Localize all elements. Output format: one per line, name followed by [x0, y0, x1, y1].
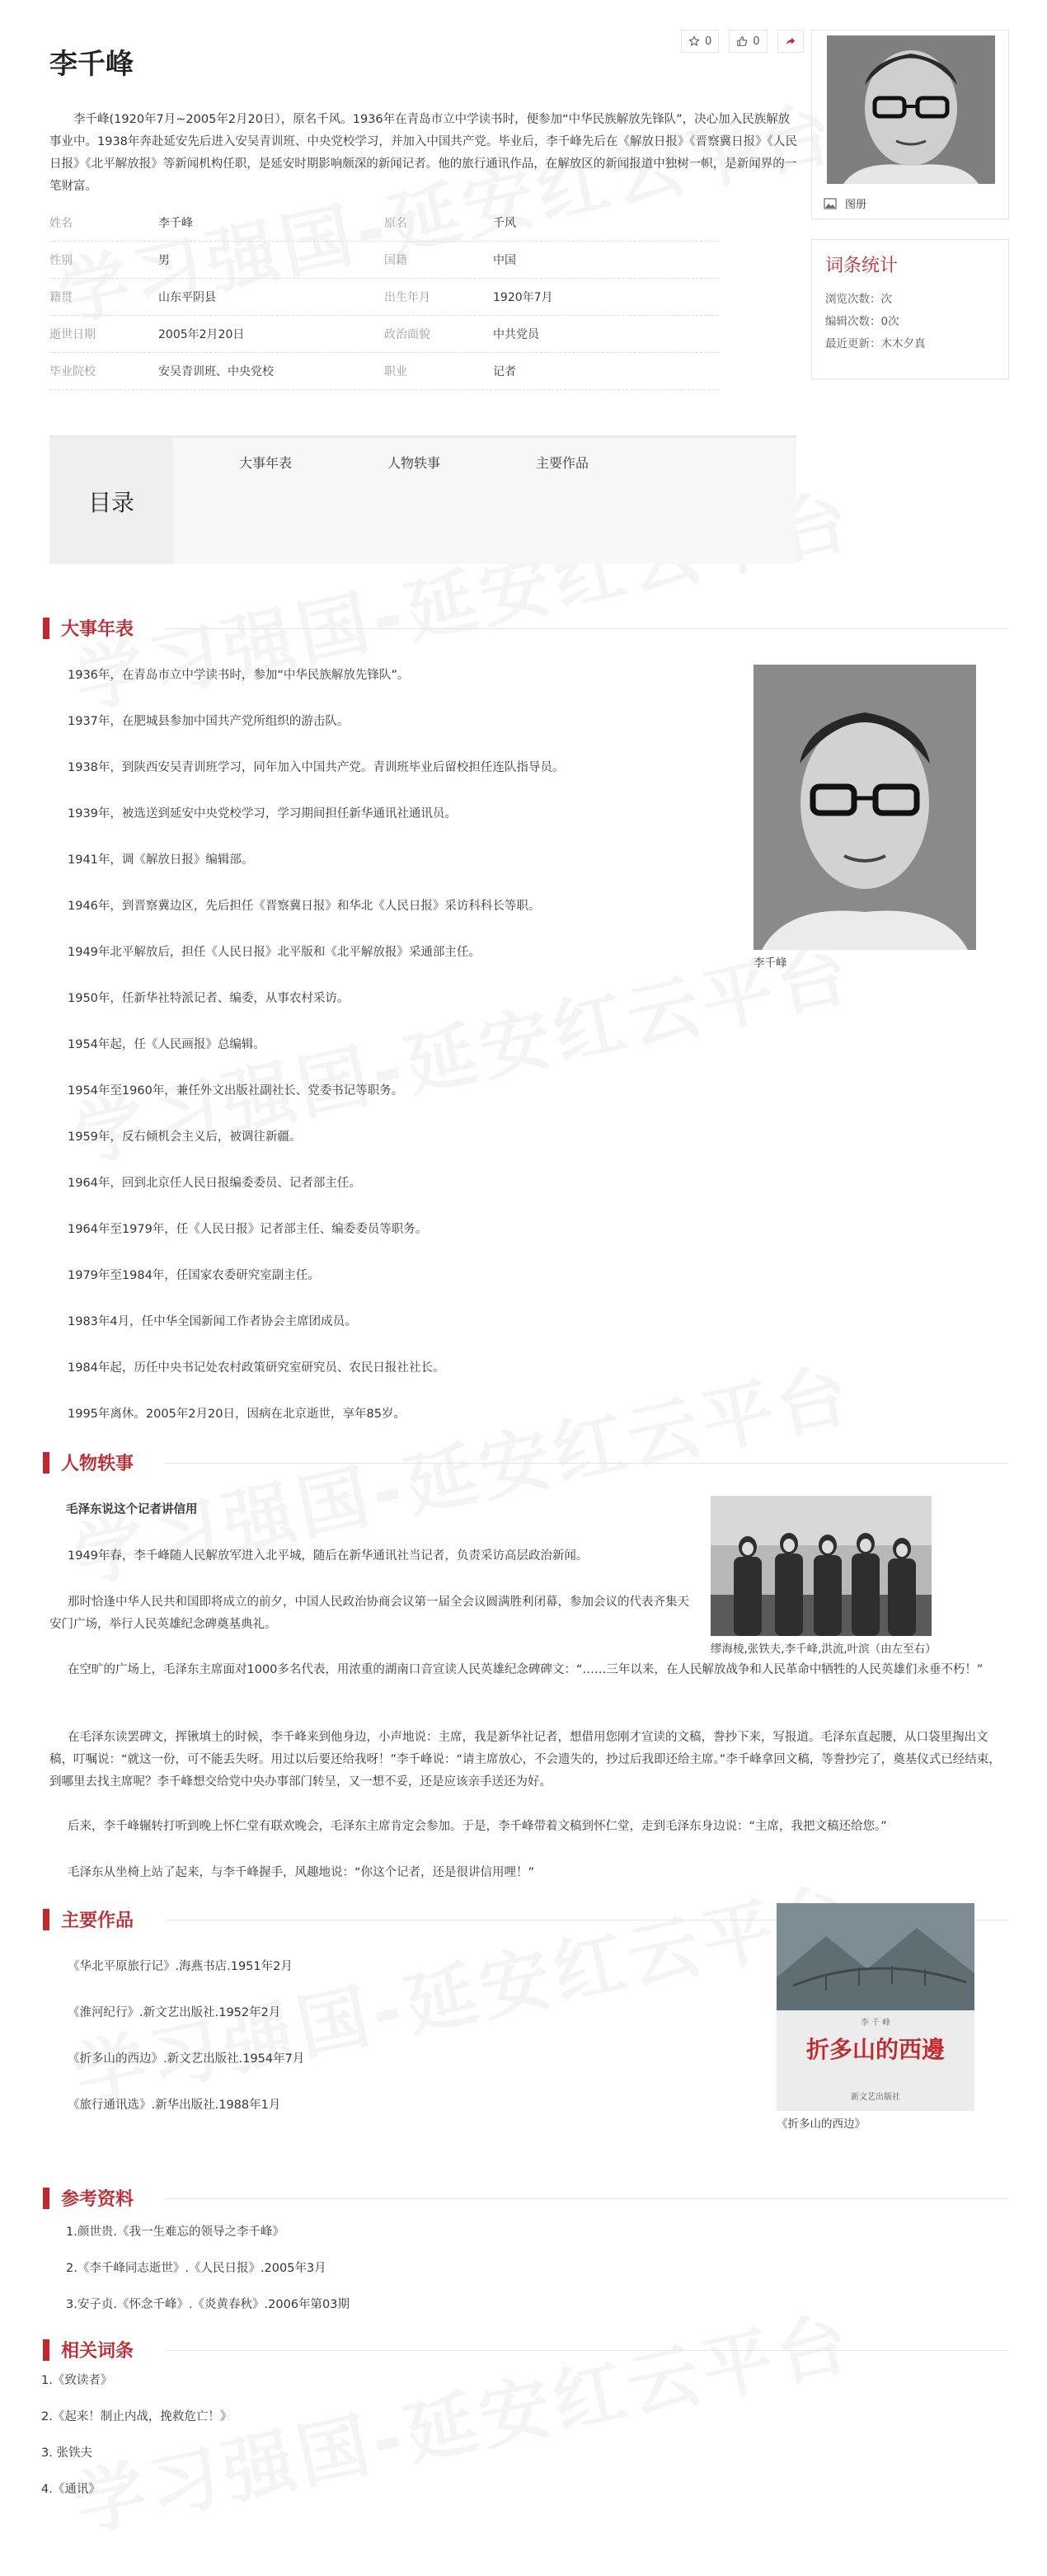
book-cover-art: [777, 1903, 974, 2010]
works-item: 《淮河纪行》.新文艺出版社.1952年2月: [68, 2006, 281, 2019]
related-entry-link[interactable]: 2.《起来！制止内战，挽救危亡！》: [41, 2410, 232, 2423]
stats-title: 词条统计: [825, 256, 899, 276]
section-heading-related: [43, 2337, 134, 2362]
section-bar: [43, 1909, 49, 1930]
toc-item-works[interactable]: 主要作品: [536, 455, 589, 471]
info-value: 1920年7月: [493, 291, 553, 304]
timeline-item: 1937年，在肥城县参加中国共产党所组织的游击队。: [68, 715, 350, 728]
group-photo[interactable]: [711, 1496, 932, 1636]
divider: [165, 628, 1009, 629]
toc-item-anecdotes[interactable]: 人物轶事: [387, 455, 441, 471]
divider: [165, 2198, 1009, 2199]
divider: [165, 1463, 1009, 1464]
anecdote-subtitle: 毛泽东说这个记者讲信用: [66, 1503, 198, 1516]
timeline-item: 1959年，反右倾机会主义后，被调往新疆。: [68, 1131, 302, 1144]
info-value: 记者: [493, 365, 516, 378]
info-row: [49, 242, 719, 279]
info-value: 李千峰: [158, 217, 193, 230]
info-row: [49, 279, 719, 316]
album-label: 图册: [845, 199, 867, 211]
info-key: 国籍: [384, 254, 407, 267]
info-key: 逝世日期: [49, 328, 96, 341]
book-cover-lower: [777, 2010, 974, 2111]
timeline-item: 1979年至1984年，任国家农委研究室副主任。: [68, 1269, 320, 1282]
info-key: 出生年月: [384, 291, 430, 304]
reference-item: 2.《李千峰同志逝世》.《人民日报》.2005年3月: [66, 2262, 326, 2275]
section-bar: [43, 1452, 49, 1474]
thumbs-up-icon: [736, 35, 748, 47]
anecdote-paragraph: 在空旷的广场上，毛泽东主席面对1000多名代表，用浓重的湖南口音宣读人民英雄纪念碑碑文：“……三年以来，在人民解放战争和人民革命中牺牲的人民英雄们永垂不朽！”: [68, 1663, 984, 1676]
photo-caption: 《折多山的西边》: [777, 2118, 866, 2131]
timeline-item: 1983年4月，任中华全国新闻工作者协会主席团成员。: [68, 1315, 357, 1328]
section-heading-references: [43, 2185, 134, 2211]
star-icon: [688, 35, 700, 47]
stat-views: 浏览次数：次: [825, 293, 892, 306]
timeline-item: 1938年，到陕西安吴青训班学习，同年加入中国共产党。青训班毕业后留校担任连队指导员。: [68, 761, 565, 774]
image-icon: [824, 198, 837, 209]
info-key: 性别: [49, 254, 73, 267]
related-entry-link[interactable]: 1.《致读者》: [41, 2374, 113, 2387]
photo-caption: 李千峰: [754, 957, 787, 970]
info-value: 山东平阴县: [158, 291, 216, 304]
info-key: 姓名: [49, 217, 73, 230]
portrait-card: [811, 30, 1009, 219]
anecdote-paragraph: 毛泽东从坐椅上站了起来，与李千峰握手，风趣地说：“你这个记者，还是很讲信用哩！”: [68, 1866, 535, 1879]
timeline-item: 1995年离休。2005年2月20日，因病在北京逝世，享年85岁。: [68, 1408, 406, 1421]
table-of-contents: [49, 435, 796, 564]
like-button[interactable]: [729, 30, 767, 53]
info-value: 男: [158, 254, 170, 267]
favorite-button[interactable]: [681, 30, 719, 53]
book-cover[interactable]: [777, 1903, 974, 2111]
works-item: 《旅行通讯选》.新华出版社.1988年1月: [68, 2099, 281, 2112]
section-heading-works: [43, 1906, 134, 1932]
info-value: 中共党员: [493, 328, 539, 341]
info-key: 籍贯: [49, 291, 73, 304]
watermark: [64, 1856, 861, 2121]
timeline-item: 1954年至1960年，兼任外文出版社副社长、党委书记等职务。: [68, 1084, 404, 1098]
section-title: 主要作品: [61, 1911, 134, 1931]
works-item: 《华北平原旅行记》.海燕书店.1951年2月: [68, 1960, 293, 1973]
section-title: 参考资料: [61, 2189, 134, 2210]
share-icon: [785, 35, 796, 47]
reference-item: 1.颜世贵.《我一生难忘的领导之李千峰》: [66, 2226, 284, 2239]
timeline-item: 1946年，到晋察冀边区，先后担任《晋察冀日报》和华北《人民日报》采访科科长等职。: [68, 900, 541, 913]
anecdote-paragraph: 在毛泽东读罢碑文，挥锹填土的时候，李千峰来到他身边，小声地说：主席，我是新华社记者，想借用您刚才宣读的文稿，誊抄下来，写报道。毛泽东直起腰，从口袋里掏出文稿，叮嘱说：“就这一份，可不能丢失呀。用过以后要还给我呀！”李千峰说：“请主席放心，不会遗失的，抄过后我即还给主席。”李千峰拿回文稿，等誊抄完了，奠基仪式已经结束，到哪里去找主席呢？李千峰想交给党中央办事部门转呈，又一想不妥，还是应该亲手送还为好。: [49, 1731, 1001, 1789]
share-button[interactable]: [777, 30, 804, 53]
section-bar: [43, 618, 49, 639]
timeline-item: 1936年，在青岛市立中学读书时，参加“中华民族解放先锋队”。: [68, 669, 410, 682]
anecdote-paragraph: 1949年春，李千峰随人民解放军进入北平城，随后在新华通讯社当记者，负责采访高层政治新闻。: [68, 1549, 589, 1563]
info-row: [49, 353, 719, 390]
info-value: 2005年2月20日: [158, 328, 245, 341]
portrait-photo[interactable]: [827, 35, 995, 184]
related-entry-link[interactable]: 4.《通讯》: [41, 2483, 101, 2496]
anecdote-paragraph: 那时恰逢中华人民共和国即将成立的前夕，中国人民政治协商会议第一届全会议圆满胜利闭幕，参加会议的代表齐集天安门广场，举行人民英雄纪念碑奠基典礼。: [49, 1596, 689, 1631]
timeline-item: 1964年至1979年，任《人民日报》记者部主任、编委委员等职务。: [68, 1223, 428, 1236]
photo-caption: 缪海棱,张铁夫,李千峰,洪流,叶滨（由左至右）: [711, 1643, 937, 1656]
summary-paragraph: 李千峰(1920年7月~2005年2月20日），原名千风。1936年在青岛市立中学读书时，便参加“中华民族解放先锋队”，决心加入民族解放事业中。1938年奔赴延安先后进入安吴青训班、中央党校学习，并加入中国共产党。毕业后，李千峰先后在《解放日报》《晋察冀日报》《人民日报》《北平解放报》等新闻机构任职，是延安时期影响颇深的新闻记者。他的旅行通讯作品，在解放区的新闻报道中独树一帜，是新闻界的一笔财富。: [49, 113, 797, 193]
book-cover-publisher: 新文艺出版社: [851, 2093, 900, 2102]
section-title: 相关词条: [61, 2341, 134, 2362]
anecdote-paragraph: 后来，李千峰辗转打听到晚上怀仁堂有联欢晚会，毛泽东主席肯定会参加。于是，李千峰带着文稿到怀仁堂，走到毛泽东身边说：“主席，我把文稿还给您。”: [68, 1820, 887, 1833]
stats-card: [811, 239, 1009, 379]
divider: [165, 2350, 1009, 2351]
info-row: [49, 204, 719, 242]
timeline-item: 1939年，被选送到延安中央党校学习，学习期间担任新华通讯社通讯员。: [68, 807, 457, 820]
works-item: 《折多山的西边》.新文艺出版社.1954年7月: [68, 2052, 305, 2066]
reference-item: 3.安子贞.《怀念千峰》.《炎黄春秋》.2006年第03期: [66, 2298, 350, 2311]
infobox: [49, 204, 719, 390]
info-value: 中国: [493, 254, 516, 267]
section-heading-anecdotes: [43, 1450, 134, 1475]
timeline-item: 1949年北平解放后，担任《人民日报》北平版和《北平解放报》采通部主任。: [68, 946, 481, 959]
timeline-item: 1984年起，历任中央书记处农村政策研究室研究员、农民日报社社长。: [68, 1361, 445, 1375]
timeline-item: 1954年起，任《人民画报》总编辑。: [68, 1038, 265, 1051]
timeline-item: 1950年，任新华社特派记者、编委，从事农村采访。: [68, 992, 350, 1005]
section-bar: [43, 2188, 49, 2209]
stat-last-update: 最近更新：木木夕真: [825, 337, 926, 350]
info-value: 安吴青训班、中央党校: [158, 365, 274, 378]
timeline-portrait-photo[interactable]: [754, 665, 976, 950]
album-link[interactable]: [824, 195, 866, 211]
page-title: 李千峰: [49, 48, 134, 81]
section-title: 人物轶事: [61, 1454, 134, 1474]
section-bar: [43, 2339, 49, 2361]
timeline-item: 1964年，回到北京任人民日报编委委员、记者部主任。: [68, 1177, 361, 1190]
book-cover-author: 李 千 峰: [860, 2019, 891, 2028]
toc-label: 目录: [49, 438, 173, 564]
info-row: [49, 316, 719, 353]
section-title: 大事年表: [61, 619, 134, 640]
info-value: 千风: [493, 217, 516, 230]
book-cover-title: 折多山的西邊: [805, 2036, 945, 2063]
info-key: 原名: [384, 217, 407, 230]
section-heading-timeline: [43, 615, 134, 641]
timeline-item: 1941年，调《解放日报》编辑部。: [68, 853, 254, 867]
info-key: 政治面貌: [384, 328, 430, 341]
related-entry-link[interactable]: 3. 张铁夫: [41, 2447, 92, 2460]
stat-edits: 编辑次数：0次: [825, 315, 899, 328]
favorite-count: 0: [705, 35, 712, 48]
info-key: 职业: [384, 365, 407, 378]
toc-item-timeline[interactable]: 大事年表: [239, 455, 293, 471]
toolbar: [681, 30, 804, 53]
info-key: 毕业院校: [49, 365, 96, 378]
like-count: 0: [753, 35, 760, 48]
